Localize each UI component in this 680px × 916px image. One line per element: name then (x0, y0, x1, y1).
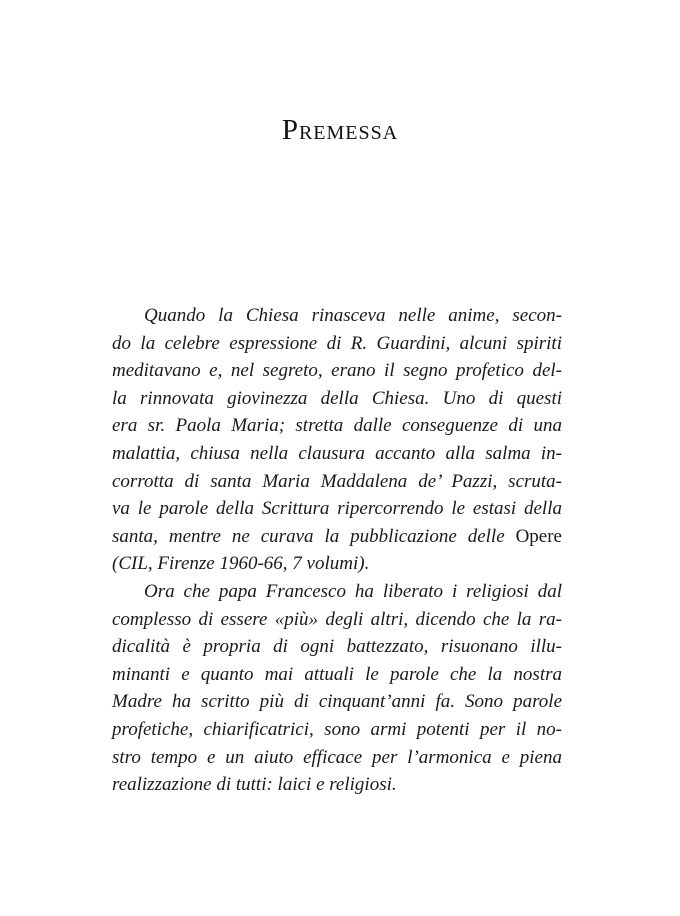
text-line: era sr. Paola Maria; stretta dalle conseguenze di una (112, 415, 562, 437)
paragraph-2 (112, 578, 562, 799)
text-line: dicalità è propria di ogni battezzato, risuonano illu- (112, 636, 562, 658)
body-text (112, 302, 562, 799)
text-line: do la celebre espressione di R. Guardini, alcuni spiriti (112, 332, 562, 354)
text-line: Ora che papa Francesco ha liberato i religiosi dal (144, 580, 562, 602)
text-line: va le parole della Scrittura ripercorrendo le estasi della (112, 498, 562, 520)
text-line: Madre ha scritto più di cinquant’anni fa. Sono parole (112, 691, 562, 713)
text-line: malattia, chiusa nella clausura accanto alla salma in- (112, 442, 562, 464)
text-line: meditavano e, nel segreto, erano il segno profetico del- (112, 360, 562, 382)
text-line: minanti e quanto mai attuali le parole che la nostra (112, 663, 562, 685)
work-title: Opere (515, 525, 562, 547)
text-line: stro tempo e un aiuto efficace per l’armonica e piena (112, 746, 562, 768)
text-line: Quando la Chiesa rinasceva nelle anime, secon- (144, 305, 562, 326)
text-line: realizzazione di tutti: laici e religiosi. (112, 774, 397, 796)
text-line: profetiche, chiarificatrici, sono armi potenti per il no- (112, 718, 562, 740)
text-line: corrotta di santa Maria Maddalena de’ Pazzi, scruta- (112, 470, 562, 492)
text-line: (CIL, Firenze 1960-66, 7 volumi). (112, 553, 370, 575)
text-line-with-title (112, 523, 562, 551)
text-fragment: santa, mentre ne curava la pubblicazione delle (112, 525, 516, 547)
text-line: complesso di essere «più» degli altri, dicendo che la ra- (112, 608, 562, 630)
text-line: la rinnovata giovinezza della Chiesa. Uno di questi (112, 387, 562, 409)
paragraph-1 (112, 302, 562, 578)
page-title: Premessa (281, 114, 399, 146)
